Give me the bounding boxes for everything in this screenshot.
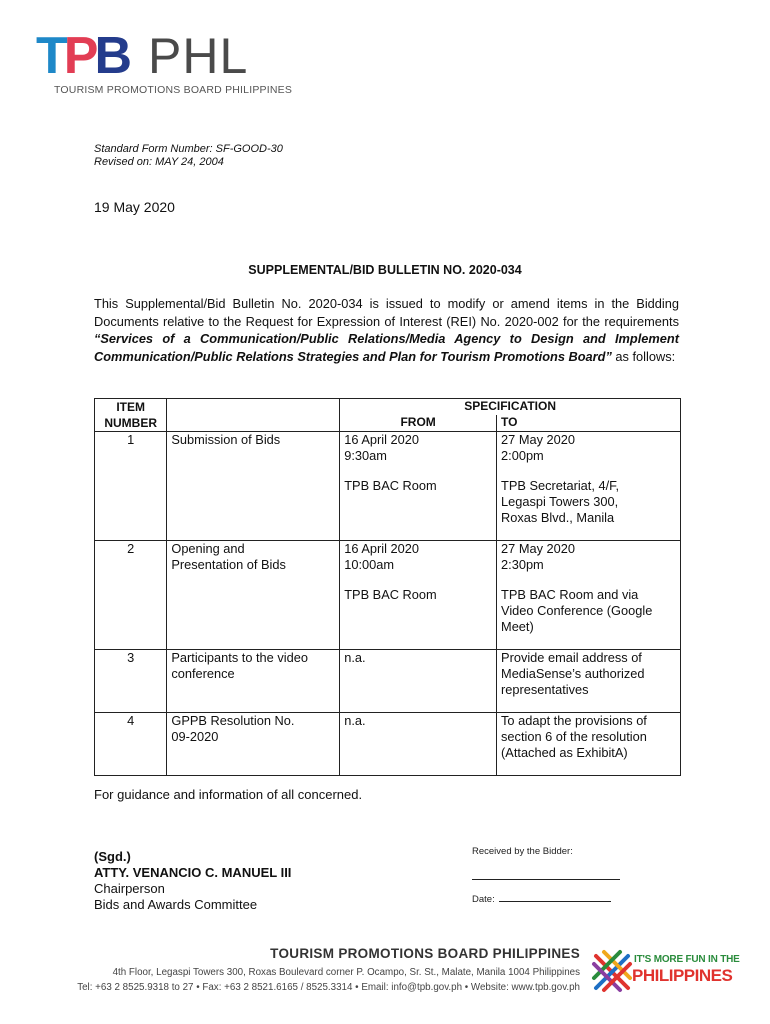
table-row bbox=[95, 713, 681, 776]
table-row bbox=[95, 432, 681, 541]
form-number: Standard Form Number: SF-GOOD-30 bbox=[94, 143, 283, 155]
received-by-label: Received by the Bidder: bbox=[472, 846, 573, 857]
item-number-cell: 1 bbox=[95, 432, 167, 541]
to-cell: 27 May 2020 2:00pm TPB Secretariat, 4/F, Legaspi Towers 300, Roxas Blvd., Manila bbox=[497, 432, 681, 541]
received-by-signature-line[interactable] bbox=[472, 871, 620, 880]
to-header: TO bbox=[497, 415, 681, 432]
logo-subtitle: TOURISM PROMOTIONS BOARD PHILIPPINES bbox=[54, 84, 293, 96]
from-cell: 16 April 2020 10:00am TPB BAC Room bbox=[340, 541, 497, 650]
item-number-cell: 3 bbox=[95, 650, 167, 713]
footer-address: 4th Floor, Legaspi Towers 300, Roxas Boulevard corner P. Ocampo, Sr. St., Malate, Manila 1004 Philippines bbox=[112, 967, 580, 978]
from-cell: 16 April 2020 9:30am TPB BAC Room bbox=[340, 432, 497, 541]
slogan-line2: PHILIPPINES bbox=[632, 966, 733, 985]
specification-table bbox=[94, 398, 681, 776]
item-header bbox=[167, 399, 340, 432]
from-header: FROM bbox=[340, 415, 497, 432]
receipt-block bbox=[472, 846, 620, 905]
item-number-cell: 2 bbox=[95, 541, 167, 650]
item-cell: Opening and Presentation of Bids bbox=[167, 541, 340, 650]
signatory-name: ATTY. VENANCIO C. MANUEL III bbox=[94, 865, 292, 880]
item-cell: Submission of Bids bbox=[167, 432, 340, 541]
to-cell: 27 May 2020 2:30pm TPB BAC Room and via Video Conference (Google Meet) bbox=[497, 541, 681, 650]
intro-paragraph: This Supplemental/Bid Bulletin No. 2020-034 is issued to modify or amend items in the Bidding Documents relative to the Request for Expression of Interest (REI) No. 2020-002 for the requirements “Services of a Communication/Public Relations/Media Agency to Design and Implement Communication/Public Relations Strategies and Plan for Tourism Promotions Board” as follows: bbox=[94, 296, 679, 364]
item-number-header: ITEM NUMBER bbox=[95, 399, 167, 432]
to-cell: To adapt the provisions of section 6 of the resolution (Attached as ExhibitA) bbox=[497, 713, 681, 776]
logo-phl-text: PHL bbox=[148, 28, 249, 84]
table-header-row bbox=[95, 399, 681, 416]
its-more-fun-logo bbox=[590, 948, 740, 994]
item-cell: GPPB Resolution No. 09-2020 bbox=[167, 713, 340, 776]
to-cell: Provide email address of MediaSense’s authorized representatives bbox=[497, 650, 681, 713]
footer-contact: Tel: +63 2 8525.9318 to 27 • Fax: +63 2 8521.6165 / 8525.3314 • Email: info@tpb.gov.ph • Website: www.tpb.gov.ph bbox=[77, 982, 580, 993]
receipt-date-label: Date: bbox=[472, 894, 495, 905]
table-row bbox=[95, 650, 681, 713]
table-row bbox=[95, 541, 681, 650]
revised-date: Revised on: MAY 24, 2004 bbox=[94, 156, 224, 168]
item-number-cell: 4 bbox=[95, 713, 167, 776]
footer-org-name: TOURISM PROMOTIONS BOARD PHILIPPINES bbox=[270, 946, 580, 961]
signatory-committee: Bids and Awards Committee bbox=[94, 897, 258, 912]
table-body bbox=[95, 432, 681, 776]
tpb-logo-mark: TPB bbox=[36, 27, 129, 85]
from-cell: n.a. bbox=[340, 713, 497, 776]
sgd-label: (Sgd.) bbox=[94, 849, 131, 864]
from-cell: n.a. bbox=[340, 650, 497, 713]
signatory-position: Chairperson bbox=[94, 881, 165, 896]
item-cell: Participants to the video conference bbox=[167, 650, 340, 713]
slogan-line1: IT'S MORE FUN IN THE bbox=[634, 954, 740, 965]
closing-statement: For guidance and information of all concerned. bbox=[94, 787, 363, 802]
specification-header: SPECIFICATION bbox=[340, 399, 681, 416]
signature-block bbox=[94, 849, 291, 913]
weave-icon bbox=[590, 948, 634, 994]
document-date: 19 May 2020 bbox=[94, 199, 175, 215]
bulletin-title: SUPPLEMENTAL/BID BULLETIN NO. 2020-034 bbox=[248, 263, 522, 277]
tpb-phl-logo bbox=[36, 27, 293, 102]
receipt-date-line[interactable] bbox=[499, 893, 611, 902]
